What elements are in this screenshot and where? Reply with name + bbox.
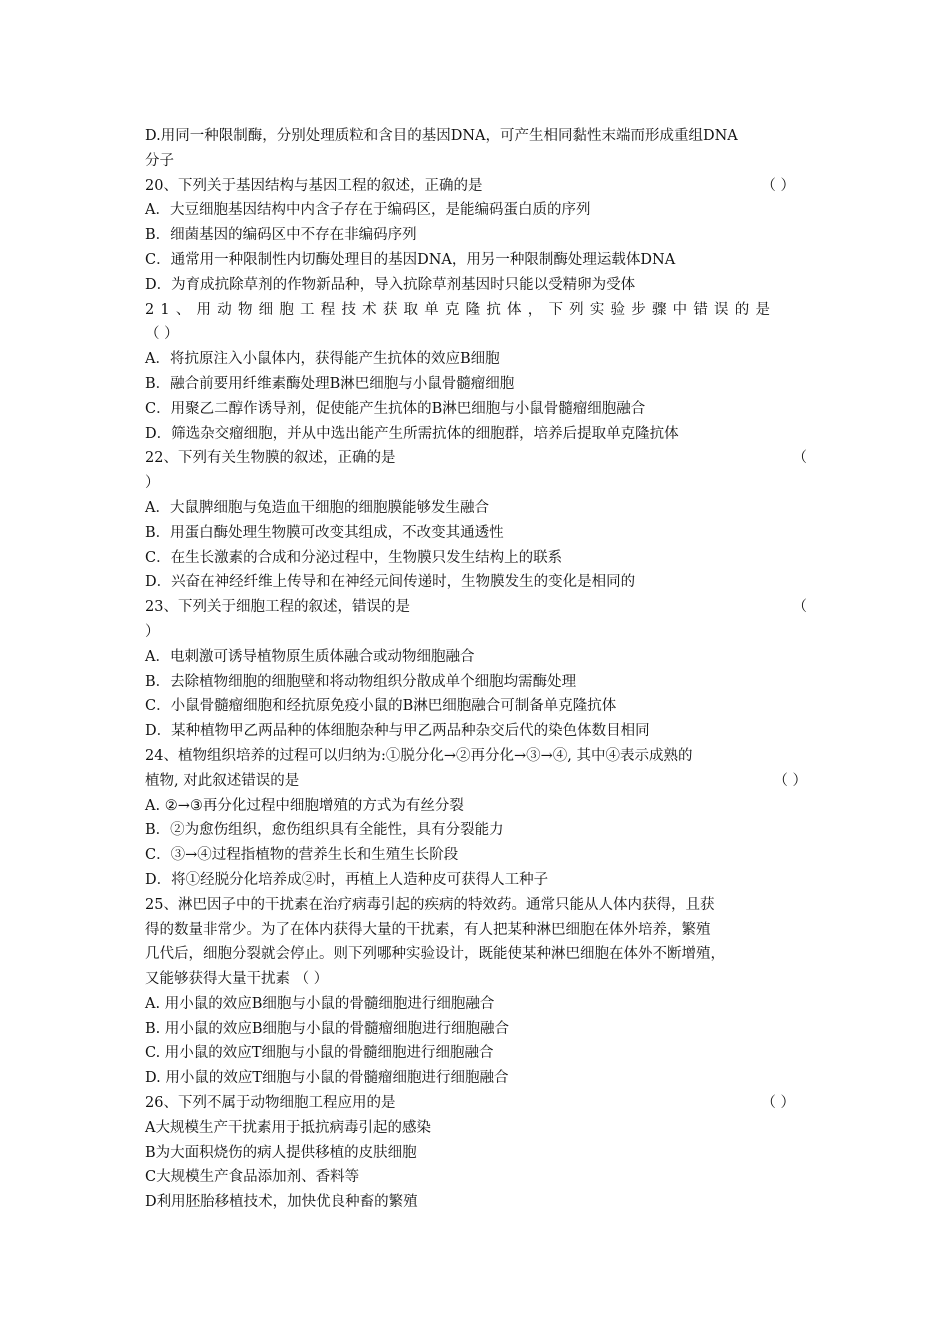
q26-stem: 26、下列不属于动物细胞工程应用的是 [145, 1095, 396, 1112]
q26-answer-paren: （ ） [761, 1095, 795, 1112]
q24-stem-line2: 植物, 对此叙述错误的是 [145, 772, 300, 789]
q21-stem: 21、用动物细胞工程技术获取单克隆抗体，下列实验步骤中错误的是 [145, 301, 777, 318]
q20-option-c: C．通常用一种限制性内切酶处理目的基因DNA，用另一种限制酶处理运载体DNA [145, 251, 676, 268]
q26-option-a: A大规模生产干扰素用于抵抗病毒引起的感染 [145, 1119, 431, 1136]
q24-option-a: A. ②→③再分化过程中细胞增殖的方式为有丝分裂 [145, 797, 464, 814]
q20-option-b: B．细菌基因的编码区中不存在非编码序列 [145, 227, 417, 244]
q23-answer-paren-close: ） [145, 623, 160, 640]
q25-stem-line4: 又能够获得大量干扰素 （ ） [145, 971, 329, 988]
q25-stem-line2: 得的数量非常少。为了在体内获得大量的干扰素，有人把某种淋巴细胞在体外培养，繁殖 [145, 921, 711, 938]
q22-answer-paren-close: ） [145, 475, 160, 492]
q24-answer-paren: （ ） [773, 772, 807, 789]
question-content [145, 124, 807, 1215]
q23-option-c: C．小鼠骨髓瘤细胞和经抗原免疫小鼠的B淋巴细胞融合可制备单克隆抗体 [145, 698, 617, 715]
q25-stem-line1: 25、淋巴因子中的干扰素在治疗病毒引起的疾病的特效药。通常只能从人体内获得，且获 [145, 896, 715, 913]
q24-option-b: B．②为愈伤组织，愈伤组织具有全能性，具有分裂能力 [145, 822, 504, 839]
q23-option-a: A．电刺激可诱导植物原生质体融合或动物细胞融合 [145, 648, 475, 665]
q23-stem: 23、下列关于细胞工程的叙述，错误的是 [145, 599, 410, 616]
q26-option-c: C大规模生产食品添加剂、香料等 [145, 1169, 360, 1186]
q23-answer-paren-open: （ [792, 599, 807, 616]
q21-option-c: C．用聚乙二醇作诱导剂，促使能产生抗体的B淋巴细胞与小鼠骨髓瘤细胞融合 [145, 400, 646, 417]
q25-option-a: A. 用小鼠的效应B细胞与小鼠的骨髓细胞进行细胞融合 [145, 995, 495, 1012]
q25-option-b: B. 用小鼠的效应B细胞与小鼠的骨髓瘤细胞进行细胞融合 [145, 1020, 510, 1037]
q26-stem-line [145, 1091, 807, 1116]
q26-option-b: B为大面积烧伤的病人提供移植的皮肤细胞 [145, 1144, 417, 1161]
q21-option-d: D．筛选杂交瘤细胞，并从中选出能产生所需抗体的细胞群，培养后提取单克隆抗体 [145, 425, 679, 442]
q23-stem-line [145, 595, 807, 620]
q24-stem-line2-row [145, 769, 807, 794]
q19-option-d-line2: 分子 [145, 152, 174, 169]
q21-option-a: A．将抗原注入小鼠体内，获得能产生抗体的效应B细胞 [145, 351, 500, 368]
q21-option-b: B．融合前要用纤维素酶处理B淋巴细胞与小鼠骨髓瘤细胞 [145, 375, 515, 392]
q20-answer-paren: （ ） [761, 177, 795, 194]
q23-option-d: D．某种植物甲乙两品种的体细胞杂种与甲乙两品种杂交后代的染色体数目相同 [145, 723, 650, 740]
q25-option-c: C. 用小鼠的效应T细胞与小鼠的骨髓细胞进行细胞融合 [145, 1045, 494, 1062]
q19-option-d-line1: D.用同一种限制酶，分别处理质粒和含目的基因DNA，可产生相同黏性末端而形成重组DNA [145, 128, 738, 144]
q24-stem-line1: 24、植物组织培养的过程可以归纳为:①脱分化→②再分化→③→④, 其中④表示成熟的 [145, 747, 693, 764]
q20-stem-line [145, 174, 807, 199]
q22-stem-line [145, 446, 807, 471]
q22-stem: 22、下列有关生物膜的叙述，正确的是 [145, 450, 396, 467]
q23-option-b: B．去除植物细胞的细胞壁和将动物组织分散成单个细胞均需酶处理 [145, 673, 577, 690]
q24-option-d: D．将①经脱分化培养成②时，再植上人造种皮可获得人工种子 [145, 871, 549, 888]
q20-option-a: A．大豆细胞基因结构中内含子存在于编码区，是能编码蛋白质的序列 [145, 202, 591, 219]
q25-option-d: D. 用小鼠的效应T细胞与小鼠的骨髓瘤细胞进行细胞融合 [145, 1070, 509, 1087]
q22-answer-paren-open: （ [792, 450, 807, 467]
q22-option-b: B．用蛋白酶处理生物膜可改变其组成，不改变其通透性 [145, 524, 504, 541]
q21-answer-paren: （ ） [145, 326, 179, 343]
q20-option-d: D．为育成抗除草剂的作物新品种，导入抗除草剂基因时只能以受精卵为受体 [145, 276, 636, 293]
q22-option-d: D．兴奋在神经纤维上传导和在神经元间传递时，生物膜发生的变化是相同的 [145, 574, 636, 591]
q26-option-d: D利用胚胎移植技术，加快优良种畜的繁殖 [145, 1194, 418, 1211]
q20-stem: 20、下列关于基因结构与基因工程的叙述，正确的是 [145, 177, 483, 194]
q24-option-c: C．③→④过程指植物的营养生长和生殖生长阶段 [145, 847, 459, 864]
q22-option-a: A．大鼠脾细胞与兔造血干细胞的细胞膜能够发生融合 [145, 499, 489, 516]
q25-stem-line3: 几代后，细胞分裂就会停止。则下列哪种实验设计，既能使某种淋巴细胞在体外不断增殖， [145, 946, 725, 963]
q22-option-c: C．在生长激素的合成和分泌过程中，生物膜只发生结构上的联系 [145, 549, 563, 566]
